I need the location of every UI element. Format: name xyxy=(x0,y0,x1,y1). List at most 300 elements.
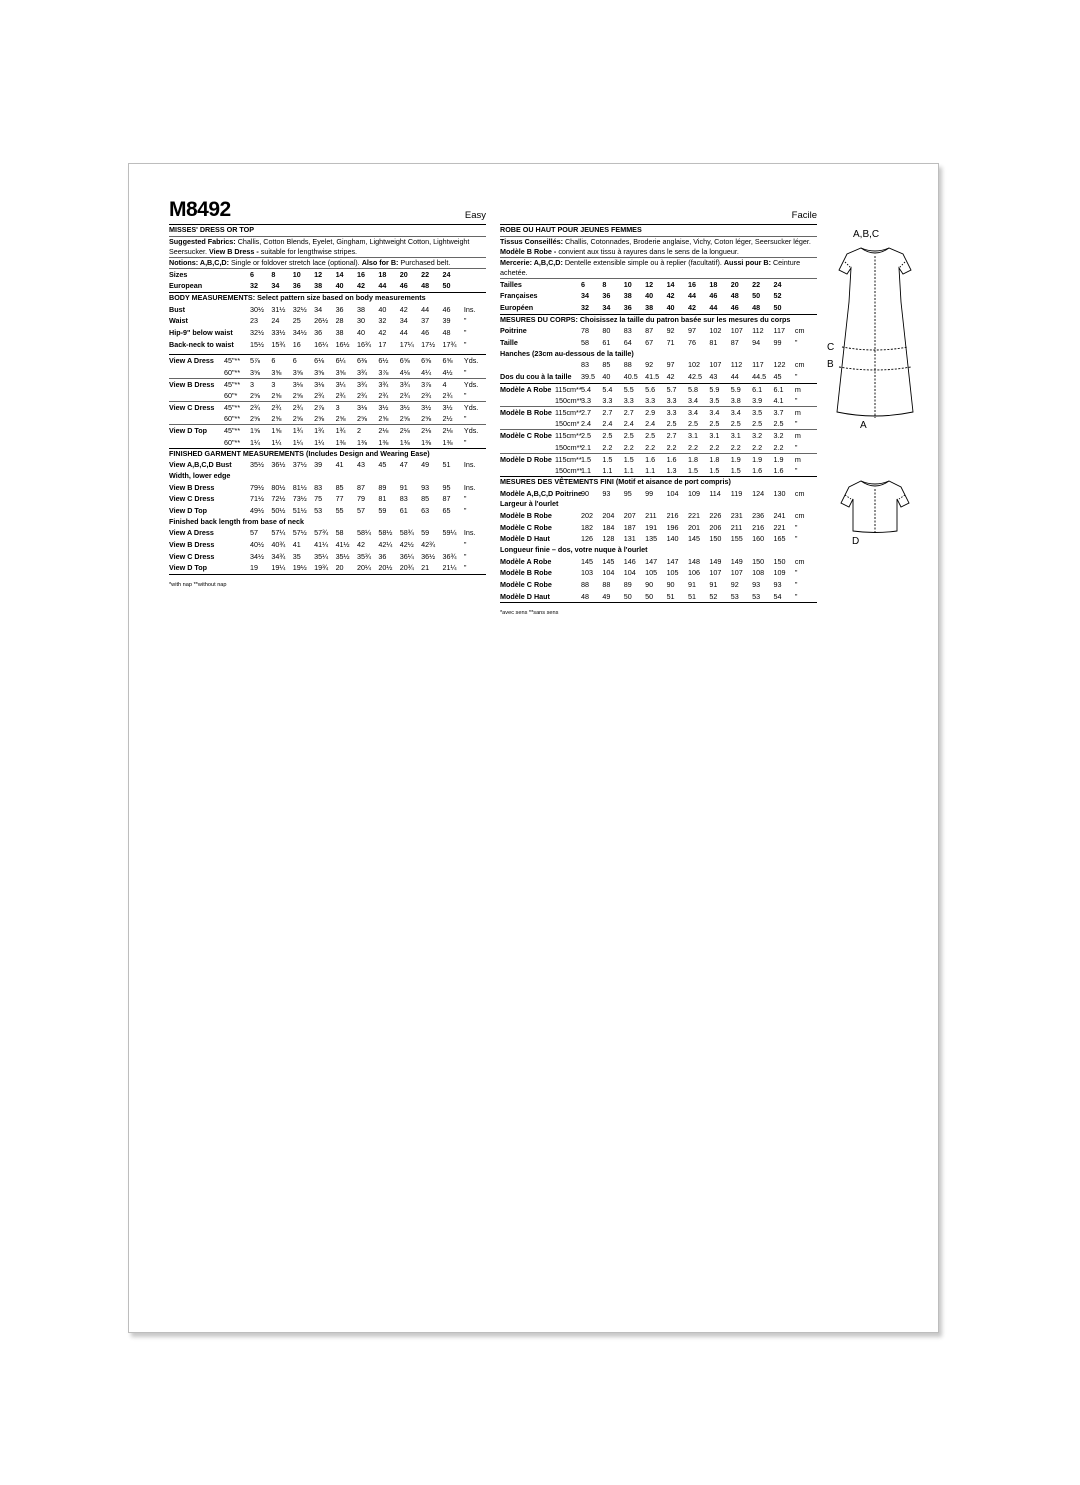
cell-value: 77 xyxy=(335,494,344,504)
cell-value: 35¼ xyxy=(314,551,329,561)
cell-value: 76 xyxy=(687,337,696,347)
cell-value: 36 xyxy=(335,304,344,314)
cell-value: 93 xyxy=(773,580,782,589)
fabric-width: 45"** xyxy=(224,379,241,389)
cell-value: 155 xyxy=(730,534,743,544)
cell-value: 36 xyxy=(602,291,611,301)
cell-value: 36 xyxy=(623,302,632,312)
cell-value: 16¾ xyxy=(356,339,371,349)
cell-value: 1⅝ xyxy=(250,426,260,436)
cell-value: 147 xyxy=(645,556,658,566)
yardage-row xyxy=(169,402,486,413)
cell-value: 3½ xyxy=(442,403,453,413)
cell-value: 2.7 xyxy=(623,407,634,417)
cell-value: 1⅜ xyxy=(421,437,432,447)
cell-value: 3.4 xyxy=(709,407,720,417)
cell-value: 91 xyxy=(399,482,408,492)
cell-value: 6⅝ xyxy=(399,356,410,366)
cell-value: 1¾ xyxy=(335,426,346,436)
cell-value: 191 xyxy=(645,522,658,532)
cell-value: 1.5 xyxy=(709,465,720,475)
unit: " xyxy=(794,371,798,381)
cell-value: 34¾ xyxy=(271,551,286,561)
cell-value: 36¾ xyxy=(442,551,457,561)
cell-value: 18 xyxy=(709,279,718,289)
unit: " xyxy=(463,540,467,550)
cell-value: 38 xyxy=(314,281,323,291)
unit: m xyxy=(794,407,801,417)
cell-value: 184 xyxy=(602,522,615,532)
cell-value: 38 xyxy=(645,302,654,312)
footnote: *with nap **without nap xyxy=(169,582,227,589)
unit: cm xyxy=(794,326,805,336)
cell-value: 58 xyxy=(581,337,589,347)
cell-value: 104 xyxy=(602,568,615,578)
cell-value: 83 xyxy=(581,360,589,370)
cell-value: 64 xyxy=(623,337,632,347)
cell-value: 30 xyxy=(356,316,365,326)
cell-value: 99 xyxy=(773,337,782,347)
fabric-width xyxy=(555,567,581,579)
cell-value: 135 xyxy=(645,534,658,544)
cell-value: 10 xyxy=(292,269,301,279)
cell-value: 39 xyxy=(442,316,451,326)
cell-value: 46 xyxy=(399,281,408,291)
cell-value: 117 xyxy=(773,326,785,336)
yardage-group xyxy=(169,425,486,447)
cell-value: 5.6 xyxy=(645,384,656,394)
cell-value: 104 xyxy=(623,568,636,578)
length-row xyxy=(169,539,486,551)
cell-value: 1¾ xyxy=(314,426,325,436)
cell-value: 3.4 xyxy=(687,395,698,405)
unit: m xyxy=(794,431,801,441)
cell-value: 46 xyxy=(442,304,451,314)
european-sizes-row xyxy=(169,280,486,292)
cell-value: 3⅝ xyxy=(292,367,303,377)
cell-value: 4¼ xyxy=(421,367,432,377)
row-label: Modèle C Robe xyxy=(500,522,552,532)
cell-value: 48 xyxy=(581,591,589,601)
cell-value: 83 xyxy=(623,326,632,336)
view-c-label: C xyxy=(827,342,835,353)
cell-value: 40.5 xyxy=(623,371,638,381)
cell-value: 36 xyxy=(292,281,301,291)
cell-value: 3.1 xyxy=(730,431,741,441)
yardage-row xyxy=(169,437,486,448)
cell-value: 93 xyxy=(421,482,430,492)
cell-value: 4.1 xyxy=(773,395,784,405)
cell-value: 216 xyxy=(752,522,765,532)
cell-value: 5.9 xyxy=(709,384,720,394)
cell-value: 2.2 xyxy=(666,442,677,452)
cell-value: 51 xyxy=(687,591,696,601)
cell-value: 49 xyxy=(421,460,430,470)
cell-value: 50 xyxy=(623,591,632,601)
cell-value: 145 xyxy=(581,556,593,566)
cell-value: 32 xyxy=(250,281,258,291)
fabric-width: 150cm** xyxy=(555,395,583,405)
cell-value: 40 xyxy=(378,304,387,314)
cell-value: 31½ xyxy=(271,304,286,314)
cell-value: 51½ xyxy=(292,506,307,516)
unit: m xyxy=(794,454,801,464)
body-measurements-header-fr: MESURES DU CORPS: Choisissez la taille du patron basée sur les mesures du corps xyxy=(500,314,791,324)
cell-value: 35½ xyxy=(250,460,264,470)
row-label: Back-neck to waist xyxy=(169,339,234,349)
row-label xyxy=(500,442,555,453)
yardage-table xyxy=(169,355,486,448)
unit: Yds. xyxy=(463,379,479,389)
cell-value: 26½ xyxy=(314,316,329,326)
cell-value: 2⅞ xyxy=(314,403,325,413)
cell-value: 14 xyxy=(335,269,344,279)
row-label xyxy=(500,395,555,406)
yardage-row xyxy=(500,407,817,418)
cell-value: 6 xyxy=(581,279,585,289)
cell-value: 34 xyxy=(602,302,611,312)
cell-value: 1.3 xyxy=(666,465,677,475)
row-label: Françaises xyxy=(500,291,538,301)
cell-value: 2.4 xyxy=(602,419,613,429)
dress-views-label: A,B,C xyxy=(853,229,880,240)
cell-value: 95 xyxy=(442,482,451,492)
cell-value: 20 xyxy=(335,563,344,573)
fabric-width xyxy=(224,459,250,471)
row-label: View D Top xyxy=(169,563,208,573)
cell-value: 3 xyxy=(271,379,276,389)
cell-value: 1.5 xyxy=(687,465,698,475)
cell-value: 37½ xyxy=(292,460,307,470)
cell-value: 3.7 xyxy=(773,407,784,417)
cell-value: 2⅝ xyxy=(250,390,260,400)
fabric-width xyxy=(224,539,250,551)
cell-value: 3⅝ xyxy=(271,367,282,377)
row-label: View B Dress xyxy=(169,379,215,389)
width-row xyxy=(500,533,817,545)
cell-value: 59¼ xyxy=(442,528,457,538)
cell-value: 3½ xyxy=(399,403,410,413)
cell-value: 49½ xyxy=(250,506,264,516)
cell-value: 3½ xyxy=(378,403,389,413)
cell-value: 34½ xyxy=(250,551,264,561)
finished-measurements-header-fr: MESURES DES VÊTEMENTS FINI (Motif et aisance de port compris) xyxy=(500,477,731,487)
row-label: Hip-9" below waist xyxy=(169,327,233,337)
fabric-width: 115cm** xyxy=(555,454,582,464)
cell-value: 41 xyxy=(335,460,344,470)
fabric-width: 60"** xyxy=(224,414,241,424)
cell-value: 3⅞ xyxy=(421,379,432,389)
cell-value: 46 xyxy=(709,291,718,301)
fabric-width xyxy=(555,325,581,337)
cell-value: 2.1 xyxy=(581,442,591,452)
cell-value: 6½ xyxy=(378,356,389,366)
finished-measurements-table-fr xyxy=(500,488,817,603)
garment-title: MISSES' DRESS OR TOP xyxy=(169,225,255,234)
cell-value: 105 xyxy=(645,568,658,578)
pattern-number: M8492 xyxy=(169,198,231,221)
cell-value: 1¼ xyxy=(314,437,325,447)
cell-value: 1.5 xyxy=(623,454,634,464)
cell-value: 2¾ xyxy=(335,390,346,400)
cell-value: 1.9 xyxy=(773,454,784,464)
fabric-width xyxy=(224,339,250,351)
unit: m xyxy=(794,384,801,394)
cell-value: 1¼ xyxy=(271,437,282,447)
cell-value: 78 xyxy=(581,326,589,336)
row-label: View D Top xyxy=(169,506,208,516)
yardage-row xyxy=(500,395,817,406)
cell-value: 1.5 xyxy=(602,454,613,464)
cell-value: 187 xyxy=(623,522,636,532)
cell-value: 36¼ xyxy=(399,551,414,561)
cell-value: 1.6 xyxy=(773,465,784,475)
row-label: Waist xyxy=(169,316,188,326)
cell-value: 32½ xyxy=(292,304,307,314)
cell-value: 15¾ xyxy=(271,339,286,349)
cell-value: 92 xyxy=(666,326,675,336)
cell-value: 44 xyxy=(730,371,739,381)
cell-value: 40½ xyxy=(250,540,264,550)
cell-value: 35¾ xyxy=(356,551,371,561)
cell-value: 2.2 xyxy=(752,442,763,452)
unit: Ins. xyxy=(463,460,476,470)
yardage-row xyxy=(500,430,817,441)
fabric-width xyxy=(224,482,250,494)
cell-value: 2⅛ xyxy=(442,426,453,436)
cell-value: 1.1 xyxy=(645,465,656,475)
cell-value: 2¾ xyxy=(356,390,367,400)
cell-value: 42 xyxy=(666,291,675,301)
cell-value: 24 xyxy=(442,269,451,279)
cell-value: 50 xyxy=(645,591,654,601)
cell-value: 122 xyxy=(773,360,786,370)
fabric-width xyxy=(555,510,581,522)
cell-value: 45 xyxy=(378,460,387,470)
sizes-row xyxy=(169,269,486,281)
cell-value xyxy=(443,539,464,551)
cell-value: 3¾ xyxy=(399,379,410,389)
cell-value: 58¼ xyxy=(356,528,371,538)
cell-value: 2⅝ xyxy=(292,414,303,424)
cell-value: 53 xyxy=(730,591,739,601)
suggested-fabrics-fr: Tissus Conseillés: Challis, Cotonnades, Broderie anglaise, Vichy, Coton léger, Seersucker léger. Modèle B Robe - convient aux tissu à rayures dans le sens de la longueur. xyxy=(500,236,811,256)
cell-value: 3⅛ xyxy=(314,379,325,389)
body-measurement-row xyxy=(500,337,817,349)
unit xyxy=(795,279,811,291)
cell-value: 46 xyxy=(730,302,739,312)
cell-value: 92 xyxy=(730,580,739,589)
cell-value: 38 xyxy=(356,304,365,314)
cell-value: 58 xyxy=(335,528,344,538)
cell-value: 80½ xyxy=(271,482,286,492)
cell-value: 112 xyxy=(752,326,764,336)
cell-value: 22 xyxy=(421,269,430,279)
unit: " xyxy=(794,522,798,532)
cell-value: 3.9 xyxy=(752,395,763,405)
length-row xyxy=(500,556,817,568)
cell-value: 32 xyxy=(378,316,387,326)
cell-value: 88 xyxy=(602,580,611,589)
cell-value: 71½ xyxy=(250,494,264,504)
row-label xyxy=(500,418,555,429)
yardage-table-fr xyxy=(500,384,817,477)
cell-value: 201 xyxy=(687,522,700,532)
cell-value: 2.2 xyxy=(709,442,720,452)
cell-value: 2.5 xyxy=(581,431,591,441)
dress-flat-sketch xyxy=(825,242,925,442)
cell-value: 119 xyxy=(730,488,743,498)
cell-value: 34 xyxy=(581,291,589,301)
notions-fr: Mercerie: A,B,C,D: Dentelle extensible simple ou à replier (facultatif). Aussi pour B: Ceinture achetée. xyxy=(500,257,801,277)
size-table-fr xyxy=(500,279,817,314)
row-label: Européen xyxy=(500,302,534,312)
cell-value: 20¼ xyxy=(356,563,371,573)
cell-value: 5.8 xyxy=(687,384,698,394)
cell-value: 1.8 xyxy=(687,454,698,464)
row-label: Tailles xyxy=(500,279,522,289)
yardage-group xyxy=(500,430,817,452)
cell-value: 1.5 xyxy=(730,465,741,475)
cell-value: 14 xyxy=(666,279,675,289)
cell-value: 88 xyxy=(581,580,589,589)
cell-value: 3.3 xyxy=(602,395,613,405)
cell-value: 3.3 xyxy=(666,407,677,417)
difficulty-level-fr: Facile xyxy=(791,210,817,221)
row-label: Modèle C Robe xyxy=(500,431,552,441)
cell-value: 231 xyxy=(730,510,743,520)
unit: cm xyxy=(794,488,805,498)
cell-value: 117 xyxy=(752,360,764,370)
cell-value: 80 xyxy=(602,326,611,336)
cell-value: 1¾ xyxy=(292,426,303,436)
cell-value: 1.1 xyxy=(602,465,613,475)
cell-value: 42 xyxy=(356,540,365,550)
fabric-width xyxy=(555,337,581,349)
cell-value: 5⅞ xyxy=(250,356,260,366)
row-label: View C Dress xyxy=(169,551,215,561)
cell-value: 38 xyxy=(335,327,344,337)
hip-row-fr xyxy=(500,359,817,371)
cell-value: 6 xyxy=(271,356,276,366)
cell-value: 81 xyxy=(709,337,718,347)
cell-value: 130 xyxy=(773,488,786,498)
cell-value: 6.1 xyxy=(752,384,763,394)
cell-value: 2⅛ xyxy=(378,426,389,436)
cell-value: 3.3 xyxy=(666,395,677,405)
cell-value: 89 xyxy=(623,580,632,589)
cell-value: 44 xyxy=(687,291,696,301)
unit: Ins. xyxy=(463,304,476,314)
european-sizes-row xyxy=(500,302,817,314)
cell-value: 42 xyxy=(666,371,675,381)
cell-value: 90 xyxy=(645,580,654,589)
unit: " xyxy=(463,551,467,561)
cell-value: 17¼ xyxy=(399,339,414,349)
cell-value: 75 xyxy=(314,494,323,504)
fabric-width xyxy=(555,522,581,534)
cell-value: 2.4 xyxy=(623,419,634,429)
cell-value: 59 xyxy=(421,528,430,538)
cell-value: 211 xyxy=(645,510,657,520)
cell-value: 3 xyxy=(250,379,254,389)
cell-value: 50 xyxy=(752,291,761,301)
cell-value: 102 xyxy=(687,360,700,370)
cell-value: 83 xyxy=(314,482,323,492)
cell-value: 67 xyxy=(645,337,654,347)
row-label: View A,B,C,D Bust xyxy=(169,460,232,470)
cell-value: 2.2 xyxy=(623,442,634,452)
row-label: View A Dress xyxy=(169,528,214,538)
cell-value: 126 xyxy=(581,534,593,544)
cell-value: 79 xyxy=(356,494,365,504)
cell-value: 12 xyxy=(314,269,323,279)
cell-value: 48 xyxy=(752,302,761,312)
cell-value: 221 xyxy=(773,522,786,532)
yardage-row xyxy=(500,454,817,465)
cell-value: 90 xyxy=(581,488,589,498)
cell-value: 3.5 xyxy=(709,395,720,405)
difficulty-level: Easy xyxy=(464,210,486,221)
cell-value: 140 xyxy=(666,534,679,544)
back-row-fr xyxy=(500,371,817,383)
cell-value: 2¾ xyxy=(378,390,389,400)
cell-value: 3.1 xyxy=(687,431,698,441)
cell-value: 6⅜ xyxy=(356,356,367,366)
unit: " xyxy=(463,563,467,573)
cell-value: 44 xyxy=(709,302,718,312)
cell-value: 2.2 xyxy=(687,442,698,452)
yardage-group xyxy=(500,384,817,406)
yardage-row xyxy=(169,355,486,366)
size-table xyxy=(169,269,486,292)
cell-value: 2¾ xyxy=(271,403,282,413)
cell-value: 216 xyxy=(666,510,679,520)
cell-value: 2¾ xyxy=(314,390,325,400)
cell-value: 2.7 xyxy=(581,407,591,417)
cell-value: 32 xyxy=(581,302,589,312)
cell-value: 93 xyxy=(602,488,611,498)
cell-value: 24 xyxy=(773,279,782,289)
fabric-width: 60"** xyxy=(224,367,241,377)
cell-value: 124 xyxy=(752,488,765,498)
cell-value: 95 xyxy=(623,488,632,498)
cell-value: 12 xyxy=(645,279,654,289)
cell-value: 2.2 xyxy=(645,442,656,452)
cell-value: 2.5 xyxy=(666,419,677,429)
cell-value: 2⅝ xyxy=(314,414,325,424)
yardage-group xyxy=(500,407,817,429)
cell-value: 85 xyxy=(421,494,430,504)
cell-value: 34 xyxy=(271,281,280,291)
cell-value: 2⅝ xyxy=(271,414,282,424)
cell-value: 92 xyxy=(645,360,654,370)
cell-value: 131 xyxy=(623,534,636,544)
row-label: Modèle D Haut xyxy=(500,591,550,601)
cell-value: 85 xyxy=(602,360,611,370)
cell-value: 81½ xyxy=(292,482,307,492)
cell-value: 196 xyxy=(666,522,679,532)
cell-value: 2.5 xyxy=(623,431,634,441)
cell-value: 160 xyxy=(752,534,765,544)
cell-value: 19½ xyxy=(292,563,307,573)
row-label: Modèle B Robe xyxy=(500,568,552,578)
cell-value: 1.1 xyxy=(581,465,591,475)
cell-value: 35 xyxy=(292,551,301,561)
cell-value: 42 xyxy=(399,304,408,314)
cell-value: 57¾ xyxy=(314,528,329,538)
cell-value: 17¾ xyxy=(442,339,457,349)
